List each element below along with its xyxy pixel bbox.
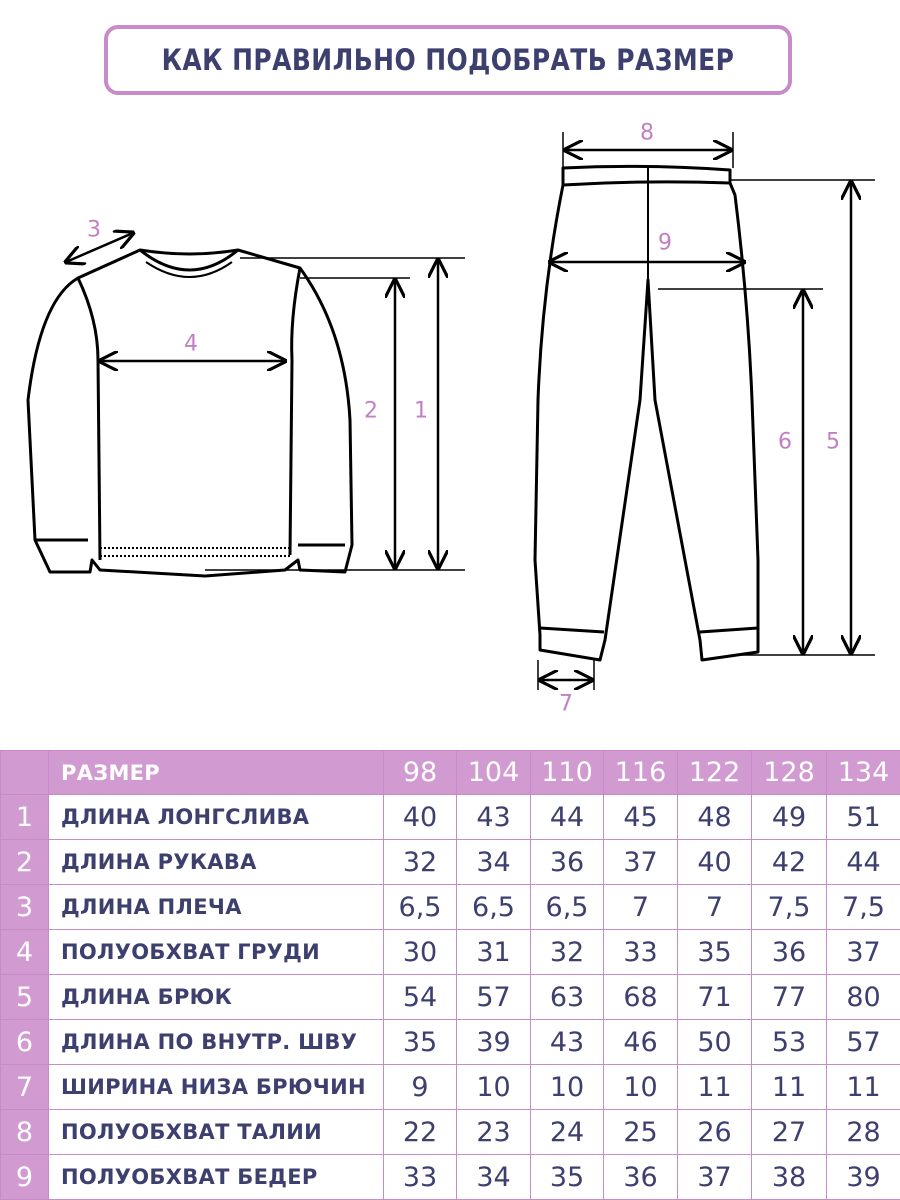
- measurement-value: 36: [604, 1155, 678, 1200]
- measurement-value: 10: [457, 1065, 531, 1110]
- table-row: [1, 1065, 900, 1110]
- measurement-value: 34: [457, 840, 531, 885]
- measurement-value: 32: [531, 930, 604, 975]
- row-number: 7: [1, 1065, 49, 1110]
- row-number: 4: [1, 930, 49, 975]
- measurement-label: ДЛИНА ПО ВНУТР. ШВУ: [49, 1020, 384, 1065]
- dimension-label-2: 2: [364, 398, 378, 424]
- shirt-dimension-lines: [66, 233, 465, 570]
- size-col-110: 110: [531, 751, 604, 795]
- measurement-value: 26: [678, 1110, 752, 1155]
- measurement-value: 11: [678, 1065, 752, 1110]
- measurement-value: 23: [457, 1110, 531, 1155]
- measurement-label: ПОЛУОБХВАТ БЕДЕР: [49, 1155, 384, 1200]
- table-row: [1, 885, 900, 930]
- measurement-value: 7,5: [827, 885, 900, 930]
- measurement-value: 54: [384, 975, 457, 1020]
- measurement-value: 24: [531, 1110, 604, 1155]
- measurement-value: 28: [827, 1110, 900, 1155]
- measurement-value: 46: [604, 1020, 678, 1065]
- measurement-value: 6,5: [457, 885, 531, 930]
- measurement-value: 44: [531, 795, 604, 840]
- measurement-value: 77: [752, 975, 827, 1020]
- row-number: 8: [1, 1110, 49, 1155]
- measurement-value: 71: [678, 975, 752, 1020]
- measurement-value: 40: [678, 840, 752, 885]
- dimension-label-5: 5: [826, 429, 840, 455]
- measurement-value: 57: [457, 975, 531, 1020]
- measurement-value: 11: [827, 1065, 900, 1110]
- size-col-104: 104: [457, 751, 531, 795]
- measurement-value: 50: [678, 1020, 752, 1065]
- measurement-value: 25: [604, 1110, 678, 1155]
- header-size-label: РАЗМЕР: [49, 751, 384, 795]
- size-col-98: 98: [384, 751, 457, 795]
- measurement-value: 7: [678, 885, 752, 930]
- measurement-label: ШИРИНА НИЗА БРЮЧИН: [49, 1065, 384, 1110]
- measurement-value: 80: [827, 975, 900, 1020]
- measurement-value: 43: [457, 795, 531, 840]
- table-row: [1, 795, 900, 840]
- table-row: [1, 975, 900, 1020]
- measurement-value: 35: [384, 1020, 457, 1065]
- measurement-label: ПОЛУОБХВАТ ТАЛИИ: [49, 1110, 384, 1155]
- measurement-value: 31: [457, 930, 531, 975]
- measurement-value: 10: [531, 1065, 604, 1110]
- table-row: [1, 1155, 900, 1200]
- size-col-134: 134: [827, 751, 900, 795]
- dimension-label-3: 3: [87, 217, 101, 243]
- dimension-label-9: 9: [658, 230, 672, 256]
- measurement-value: 38: [752, 1155, 827, 1200]
- measurement-value: 37: [604, 840, 678, 885]
- dimension-label-6: 6: [778, 429, 792, 455]
- measurement-value: 32: [384, 840, 457, 885]
- size-col-128: 128: [752, 751, 827, 795]
- measurement-value: 49: [752, 795, 827, 840]
- measurement-value: 37: [678, 1155, 752, 1200]
- measurement-value: 42: [752, 840, 827, 885]
- row-number: 1: [1, 795, 49, 840]
- measurement-value: 34: [457, 1155, 531, 1200]
- measurement-value: 43: [531, 1020, 604, 1065]
- measurement-value: 27: [752, 1110, 827, 1155]
- measurement-label: ДЛИНА ЛОНГСЛИВА: [49, 795, 384, 840]
- dimension-label-1: 1: [414, 398, 428, 424]
- measurement-value: 36: [752, 930, 827, 975]
- row-number: 3: [1, 885, 49, 930]
- pants-drawing: [535, 166, 758, 660]
- measurement-label: ПОЛУОБХВАТ ГРУДИ: [49, 930, 384, 975]
- measurement-label: ДЛИНА БРЮК: [49, 975, 384, 1020]
- measurement-value: 6,5: [531, 885, 604, 930]
- measurement-value: 53: [752, 1020, 827, 1065]
- measurement-value: 68: [604, 975, 678, 1020]
- measurement-value: 40: [384, 795, 457, 840]
- measurement-value: 33: [384, 1155, 457, 1200]
- measurement-value: 37: [827, 930, 900, 975]
- row-number: 6: [1, 1020, 49, 1065]
- table-row: [1, 1020, 900, 1065]
- row-number: 9: [1, 1155, 49, 1200]
- table-row: [1, 1110, 900, 1155]
- measurement-value: 51: [827, 795, 900, 840]
- page-title: КАК ПРАВИЛЬНО ПОДОБРАТЬ РАЗМЕР: [161, 43, 735, 77]
- measurement-label: ДЛИНА РУКАВА: [49, 840, 384, 885]
- size-col-116: 116: [604, 751, 678, 795]
- measurement-value: 63: [531, 975, 604, 1020]
- size-col-122: 122: [678, 751, 752, 795]
- dimension-label-7: 7: [559, 691, 573, 717]
- header-corner: [1, 751, 49, 795]
- measurement-value: 45: [604, 795, 678, 840]
- measurement-value: 33: [604, 930, 678, 975]
- table-row: [1, 840, 900, 885]
- measurement-value: 30: [384, 930, 457, 975]
- measurement-value: 57: [827, 1020, 900, 1065]
- measurement-value: 22: [384, 1110, 457, 1155]
- measurement-value: 48: [678, 795, 752, 840]
- measurement-value: 10: [604, 1065, 678, 1110]
- measurement-value: 7: [604, 885, 678, 930]
- table-row: [1, 930, 900, 975]
- measurement-value: 36: [531, 840, 604, 885]
- measurement-value: 9: [384, 1065, 457, 1110]
- table-header-row: [1, 751, 900, 795]
- measurement-value: 44: [827, 840, 900, 885]
- longsleeve-drawing: [28, 250, 352, 576]
- measurement-value: 6,5: [384, 885, 457, 930]
- measurement-value: 39: [457, 1020, 531, 1065]
- measurement-label: ДЛИНА ПЛЕЧА: [49, 885, 384, 930]
- size-chart-table: [0, 750, 900, 1200]
- measurement-value: 39: [827, 1155, 900, 1200]
- measurement-value: 35: [678, 930, 752, 975]
- pants-dimension-lines: [538, 132, 875, 690]
- measurement-value: 35: [531, 1155, 604, 1200]
- dimension-label-4: 4: [184, 331, 198, 357]
- row-number: 5: [1, 975, 49, 1020]
- measurement-value: 7,5: [752, 885, 827, 930]
- dimension-label-8: 8: [640, 120, 654, 146]
- row-number: 2: [1, 840, 49, 885]
- measurement-value: 11: [752, 1065, 827, 1110]
